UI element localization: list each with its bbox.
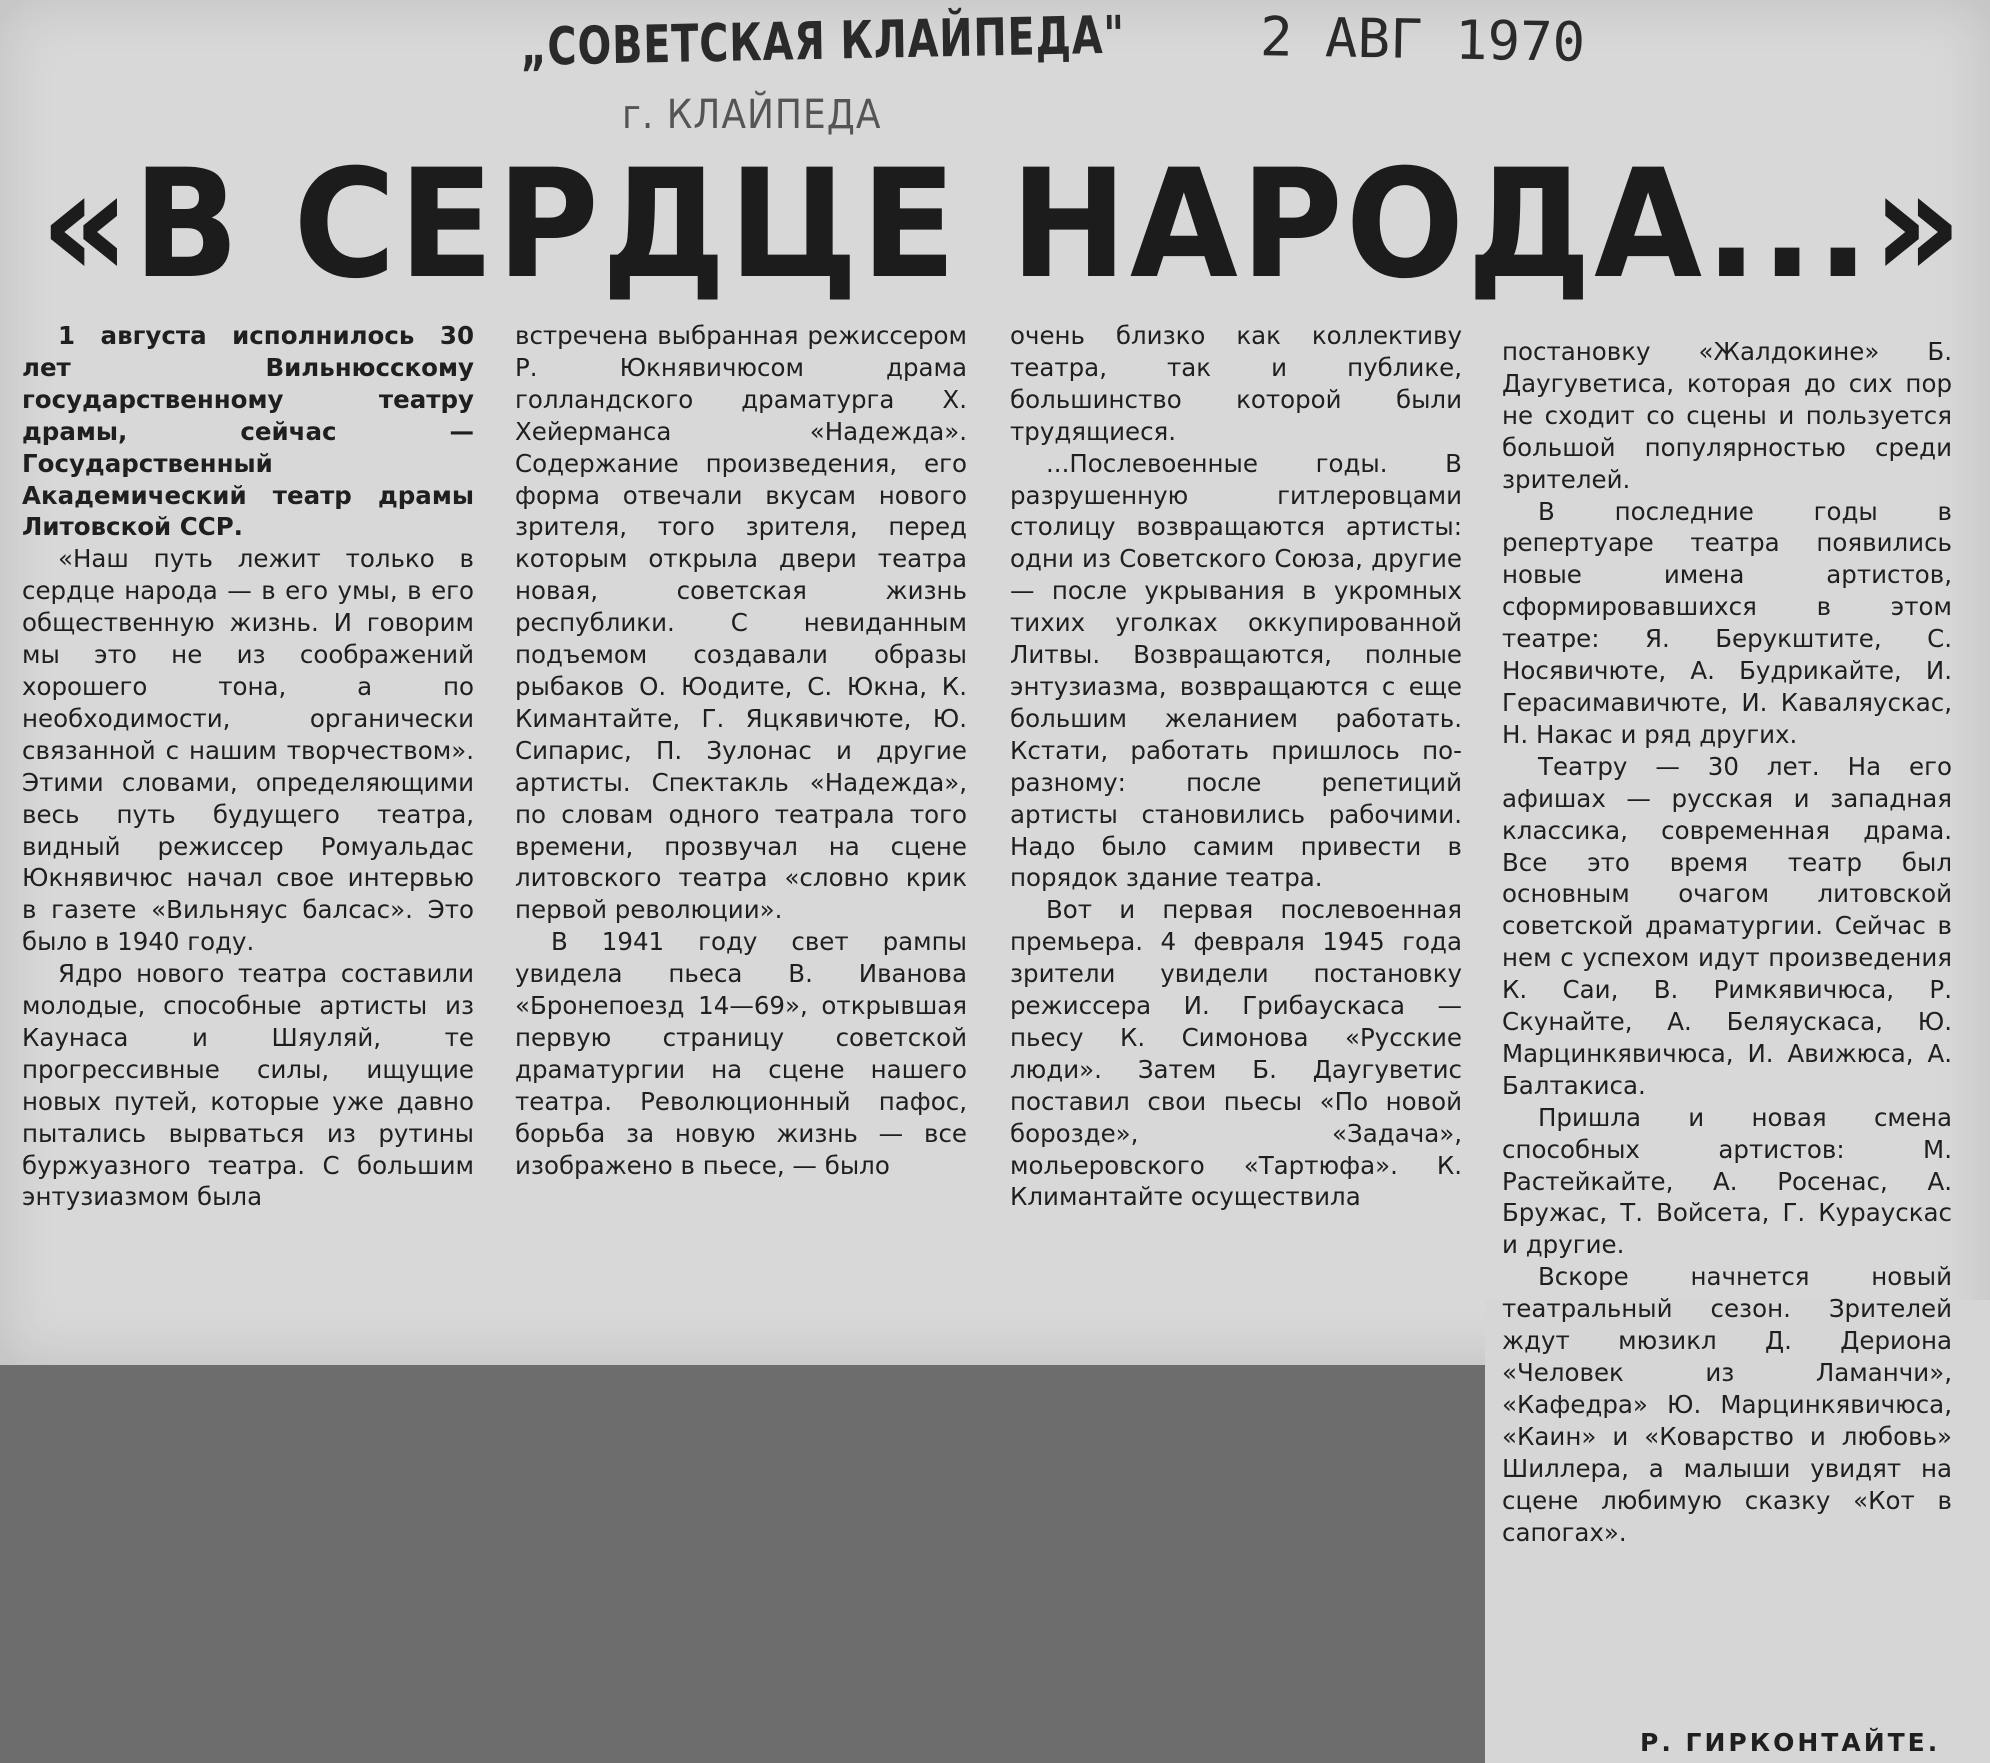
city-stamp: г. КЛАЙПЕДА — [622, 92, 882, 138]
article-column-4 — [1502, 336, 1952, 1548]
article-column-2 — [515, 320, 967, 1181]
paragraph: Вот и первая послевоенная премьера. 4 февраля 1945 года зрители увидели постановку режиссера И. Грибаускаса — пьесу К. Симонова «Русские люди». Затем Б. Даугуветис поставил свои пьесы «По новой борозде», «Задача», мольеровского «Тартюфа». К. Климантайте осуществила — [1010, 895, 1462, 1212]
newspaper-name-stamp: „СОВЕТСКАЯ КЛАЙПЕДА" — [520, 5, 1126, 78]
article-headline: «В СЕРДЦЕ НАРОДА...» — [40, 138, 1966, 312]
paragraph: ...Послевоенные годы. В разрушенную гитлеровцами столицу возвращаются артисты: одни из Советского Союза, другие — после укрывания в укромных тихих уголках оккупированной Литвы. Возвращаются, полные энтузиазма, возвращаются с еще большим желанием работать. Кстати, работать пришлось по-разному: после репетиций артисты становились рабочими. Надо было самим привести в порядок здание театра. — [1010, 448, 1462, 893]
paragraph: Театру — 30 лет. На его афишах — русская и западная классика, современная драма. Все это время театр был основным очагом литовской советской драматургии. Сейчас в нем с успехом идут произведения К. Саи, В. Римкявичюса, Р. Скунайте, А. Беляускаса, Ю. Марцинкявичюса, И. Авижюса, А. Балтакиса. — [1502, 751, 1952, 1100]
paragraph: Ядро нового театра составили молодые, способные артисты из Каунаса и Шяуляй, те прогрессивные силы, ищущие новых путей, которые уже давно пытались вырваться из рутины буржуазного театра. С большим энтузиазмом была — [22, 959, 474, 1212]
author-signature: Р. ГИРКОНТАЙТЕ. — [1640, 1728, 1941, 1757]
paragraph: встречена выбранная режиссером Р. Юкнявичюсом драма голландского драматурга Х. Хейерманса «Надежда». Содержание произведения, его форма отвечали вкусам нового зрителя, того зрителя, перед которым открыла двери театра новая, советская жизнь республики. С невиданным подъемом создавали образы рыбаков О. Юодите, С. Юкна, К. Кимантайте, Г. Яцкявичюте, Ю. Сипарис, П. Зулонас и другие артисты. Спектакль «Надежда», по словам одного театрала того времени, прозвучал на сцене литовского театра «словно крик первой революции». — [515, 321, 967, 925]
paragraph: постановку «Жалдокине» Б. Даугуветиса, которая до сих пор не сходит со сцены и пользуется большой популярностью среди зрителей. — [1502, 337, 1952, 494]
article-lead: 1 августа исполнилось 30 лет Вильнюсскому государственному театру драмы, сейчас — Государственный Академический театр драмы Литовской ССР. — [22, 321, 474, 542]
paragraph: В 1941 году свет рампы увидела пьеса В. Иванова «Бронепоезд 14—69», открывшая первую страницу советской драматургии на сцене нашего театра. Революционный пафос, борьба за новую жизнь — все изображено в пьесе, — было — [515, 927, 967, 1180]
paragraph: Вскоре начнется новый театральный сезон. Зрителей ждут мюзикл Д. Дериона «Человек из Ламанчи», «Кафедра» Ю. Марцинкявичюса, «Каин» и «Коварство и любовь» Шиллера, а малыши увидят на сцене любимую сказку «Кот в сапогах». — [1502, 1262, 1952, 1547]
date-stamp: 2 АВГ 1970 — [1259, 5, 1586, 74]
article-column-3 — [1010, 320, 1462, 1213]
article-column-1 — [22, 320, 474, 1213]
paragraph: очень близко как коллективу театра, так и публике, большинство которой были трудящиеся. — [1010, 321, 1462, 446]
paragraph: В последние годы в репертуаре театра появились новые имена артистов, сформировавшихся в этом театре: Я. Берукштите, С. Носявичюте, А. Будрикайте, И. Герасимавичюте, И. Каваляускас, Н. Накас и ряд других. — [1502, 496, 1952, 749]
paragraph: Пришла и новая смена способных артистов: М. Растейкайте, А. Росенас, А. Бружас, Т. Войсета, Г. Кураускас и другие. — [1502, 1102, 1952, 1260]
paragraph: «Наш путь лежит только в сердце народа — в его умы, в его общественную жизнь. И говорим мы это не из соображений хорошего тона, а по необходимости, органически связанной с нашим творчеством». Этими словами, определяющими весь путь будущего театра, видный режиссер Ромуальдас Юкнявичюс начал свое интервью в газете «Вильняус балсас». Это было в 1940 году. — [22, 544, 474, 957]
